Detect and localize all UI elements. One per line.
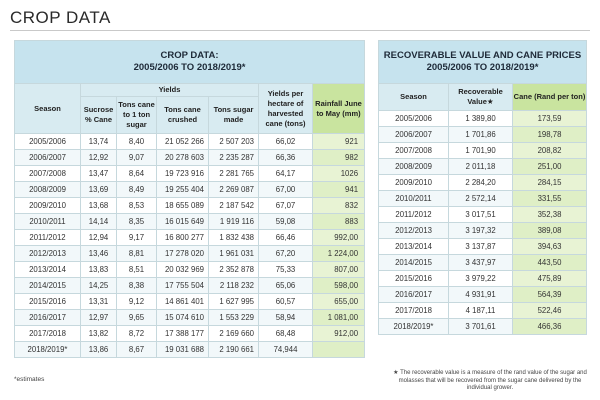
rainfall-cell: 598,00 — [313, 278, 365, 294]
sugar-made-cell: 2 269 087 — [209, 182, 259, 198]
cane-crushed-cell: 14 861 401 — [157, 294, 209, 310]
sugar-made-cell: 1 627 995 — [209, 294, 259, 310]
recoverable-value-cell: 1 389,80 — [449, 111, 513, 127]
cane-price-cell: 564,39 — [513, 287, 587, 303]
table-row — [15, 246, 365, 262]
rainfall-cell: 1 081,00 — [313, 310, 365, 326]
season-cell: 2012/2013 — [15, 246, 81, 262]
recoverable-value-cell: 3 701,61 — [449, 319, 513, 335]
recoverable-value-cell: 4 931,91 — [449, 287, 513, 303]
season-cell: 2016/2017 — [15, 310, 81, 326]
season-header: Season — [15, 84, 81, 134]
cane-crushed-cell: 16 015 649 — [157, 214, 209, 230]
season-cell: 2010/2011 — [379, 191, 449, 207]
cane-crushed-cell: 17 388 177 — [157, 326, 209, 342]
yield-per-hectare-cell: 64,17 — [259, 166, 313, 182]
sucrose-cell: 12,94 — [81, 230, 117, 246]
sugar-made-cell: 2 281 765 — [209, 166, 259, 182]
season-cell: 2013/2014 — [15, 262, 81, 278]
sugar-made-cell: 2 169 660 — [209, 326, 259, 342]
season-cell: 2007/2008 — [15, 166, 81, 182]
rainfall-cell: 921 — [313, 134, 365, 150]
yield-per-hectare-cell: 67,07 — [259, 198, 313, 214]
cane-sugar-ratio-cell: 9,65 — [117, 310, 157, 326]
table-row — [379, 159, 587, 175]
crop-table-body — [15, 134, 365, 358]
table-row — [379, 127, 587, 143]
tons-sugar-made-header: Tons sugar made — [209, 97, 259, 134]
cane-sugar-ratio-cell: 8,35 — [117, 214, 157, 230]
table-row — [15, 262, 365, 278]
recoverable-value-header: Recoverable Value★ — [449, 84, 513, 111]
cane-price-cell: 352,38 — [513, 207, 587, 223]
yield-per-hectare-cell: 60,57 — [259, 294, 313, 310]
table-row — [15, 214, 365, 230]
table-row — [15, 166, 365, 182]
season-cell: 2015/2016 — [379, 271, 449, 287]
season-cell: 2005/2006 — [379, 111, 449, 127]
season-cell: 2014/2015 — [15, 278, 81, 294]
rainfall-cell: 1026 — [313, 166, 365, 182]
cane-crushed-cell: 17 278 020 — [157, 246, 209, 262]
season-cell: 2005/2006 — [15, 134, 81, 150]
season-cell: 2016/2017 — [379, 287, 449, 303]
season-cell: 2014/2015 — [379, 255, 449, 271]
rainfall-cell: 832 — [313, 198, 365, 214]
cane-sugar-ratio-cell: 8,38 — [117, 278, 157, 294]
season-cell: 2012/2013 — [379, 223, 449, 239]
sucrose-cell: 12,97 — [81, 310, 117, 326]
value-table-title: RECOVERABLE VALUE AND CANE PRICES — [383, 50, 582, 61]
yields-per-hectare-header: Yields per hectare of harvested cane (tons) — [259, 84, 313, 134]
sucrose-cell: 13,68 — [81, 198, 117, 214]
recoverable-value-cell: 2 284,20 — [449, 175, 513, 191]
season-cell: 2017/2018 — [15, 326, 81, 342]
cane-crushed-cell: 21 052 266 — [157, 134, 209, 150]
sugar-made-cell: 1 961 031 — [209, 246, 259, 262]
cane-price-cell: 331,55 — [513, 191, 587, 207]
cane-sugar-ratio-cell: 8,51 — [117, 262, 157, 278]
sucrose-cell: 14,25 — [81, 278, 117, 294]
season-cell: 2011/2012 — [379, 207, 449, 223]
table-row — [15, 310, 365, 326]
recoverable-value-cell: 1 701,90 — [449, 143, 513, 159]
sugar-made-cell: 2 507 203 — [209, 134, 259, 150]
rainfall-cell: 992,00 — [313, 230, 365, 246]
table-row — [15, 230, 365, 246]
table-row — [379, 111, 587, 127]
sugar-made-cell: 2 190 661 — [209, 342, 259, 358]
yield-per-hectare-cell: 67,00 — [259, 182, 313, 198]
table-row — [379, 287, 587, 303]
table-row — [379, 271, 587, 287]
season-cell: 2015/2016 — [15, 294, 81, 310]
sucrose-header: Sucrose % Cane — [81, 97, 117, 134]
sugar-made-cell: 2 235 287 — [209, 150, 259, 166]
crop-table-banner — [15, 41, 365, 84]
crop-table-title: CROP DATA: — [160, 50, 219, 61]
rainfall-cell — [313, 342, 365, 358]
cane-price-cell: 522,46 — [513, 303, 587, 319]
yield-per-hectare-cell: 58,94 — [259, 310, 313, 326]
cane-price-cell: 475,89 — [513, 271, 587, 287]
cane-price-cell: 251,00 — [513, 159, 587, 175]
recoverable-value-cell: 3 197,32 — [449, 223, 513, 239]
cane-crushed-cell: 19 255 404 — [157, 182, 209, 198]
table-row — [15, 150, 365, 166]
rainfall-cell: 912,00 — [313, 326, 365, 342]
rainfall-cell: 1 224,00 — [313, 246, 365, 262]
recoverable-value-cell: 2 011,18 — [449, 159, 513, 175]
yield-per-hectare-cell: 65,06 — [259, 278, 313, 294]
yield-per-hectare-cell: 66,36 — [259, 150, 313, 166]
rainfall-cell: 982 — [313, 150, 365, 166]
tons-cane-per-sugar-header: Tons cane to 1 ton sugar — [117, 97, 157, 134]
value-table-banner — [379, 41, 587, 84]
season-cell: 2017/2018 — [379, 303, 449, 319]
cane-sugar-ratio-cell: 9,17 — [117, 230, 157, 246]
value-table-period: 2005/2006 TO 2018/2019* — [426, 62, 539, 73]
table-row — [15, 326, 365, 342]
cane-crushed-cell: 15 074 610 — [157, 310, 209, 326]
table-row — [15, 342, 365, 358]
cane-sugar-ratio-cell: 8,67 — [117, 342, 157, 358]
recoverable-value-cell: 3 437,97 — [449, 255, 513, 271]
cane-sugar-ratio-cell: 8,40 — [117, 134, 157, 150]
cane-sugar-ratio-cell: 8,53 — [117, 198, 157, 214]
rainfall-cell: 807,00 — [313, 262, 365, 278]
sucrose-cell: 13,31 — [81, 294, 117, 310]
cane-price-cell: 198,78 — [513, 127, 587, 143]
sucrose-cell: 13,83 — [81, 262, 117, 278]
season-cell: 2008/2009 — [15, 182, 81, 198]
table-row — [379, 319, 587, 335]
sucrose-cell: 13,46 — [81, 246, 117, 262]
page-title: CROP DATA — [10, 8, 111, 27]
sucrose-cell: 13,74 — [81, 134, 117, 150]
cane-crushed-cell: 19 031 688 — [157, 342, 209, 358]
table-row — [379, 207, 587, 223]
sugar-made-cell: 1 832 438 — [209, 230, 259, 246]
cane-crushed-cell: 17 755 504 — [157, 278, 209, 294]
recoverable-value-cell: 4 187,11 — [449, 303, 513, 319]
rainfall-cell: 655,00 — [313, 294, 365, 310]
table-row — [379, 143, 587, 159]
rainfall-cell: 941 — [313, 182, 365, 198]
sugar-made-cell: 2 187 542 — [209, 198, 259, 214]
cane-crushed-cell: 18 655 089 — [157, 198, 209, 214]
table-row — [379, 223, 587, 239]
table-row — [379, 191, 587, 207]
cane-price-cell: 208,82 — [513, 143, 587, 159]
recoverable-value-footnote: ★ The recoverable value is a measure of the rand value of the sugar and molasses that will be recovered from the sugar cane delivered by the individual grower. — [393, 370, 587, 391]
season-cell: 2006/2007 — [379, 127, 449, 143]
recoverable-value-table — [378, 40, 587, 335]
yield-per-hectare-cell: 68,48 — [259, 326, 313, 342]
table-row — [379, 303, 587, 319]
recoverable-value-cell: 1 701,86 — [449, 127, 513, 143]
cane-price-cell: 173,59 — [513, 111, 587, 127]
recoverable-value-cell: 2 572,14 — [449, 191, 513, 207]
cane-price-header: Cane (Rand per ton) — [513, 84, 587, 111]
recoverable-value-cell: 3 137,87 — [449, 239, 513, 255]
crop-table-period: 2005/2006 TO 2018/2019* — [133, 62, 246, 73]
cane-price-cell: 443,50 — [513, 255, 587, 271]
cane-crushed-cell: 16 800 277 — [157, 230, 209, 246]
table-row — [15, 294, 365, 310]
recoverable-value-cell: 3 979,22 — [449, 271, 513, 287]
sugar-made-cell: 2 352 878 — [209, 262, 259, 278]
cane-price-cell: 389,08 — [513, 223, 587, 239]
sucrose-cell: 13,47 — [81, 166, 117, 182]
cane-sugar-ratio-cell: 8,64 — [117, 166, 157, 182]
sugar-made-cell: 1 553 229 — [209, 310, 259, 326]
cane-crushed-cell: 20 032 969 — [157, 262, 209, 278]
cane-sugar-ratio-cell: 9,12 — [117, 294, 157, 310]
season-cell: 2013/2014 — [379, 239, 449, 255]
sucrose-cell: 13,82 — [81, 326, 117, 342]
value-table-body — [379, 111, 587, 335]
season-cell: 2007/2008 — [379, 143, 449, 159]
table-row — [15, 278, 365, 294]
rainfall-cell: 883 — [313, 214, 365, 230]
sucrose-cell: 13,69 — [81, 182, 117, 198]
recoverable-value-cell: 3 017,51 — [449, 207, 513, 223]
season-cell: 2010/2011 — [15, 214, 81, 230]
season-cell: 2018/2019* — [379, 319, 449, 335]
cane-price-cell: 466,36 — [513, 319, 587, 335]
yield-per-hectare-cell: 66,02 — [259, 134, 313, 150]
yield-per-hectare-cell: 74,944 — [259, 342, 313, 358]
yields-group-header: Yields — [81, 84, 259, 97]
table-row — [15, 182, 365, 198]
title-divider — [10, 30, 590, 31]
sucrose-cell: 12,92 — [81, 150, 117, 166]
season-cell: 2018/2019* — [15, 342, 81, 358]
yield-per-hectare-cell: 67,20 — [259, 246, 313, 262]
value-season-header: Season — [379, 84, 449, 111]
table-row — [15, 198, 365, 214]
table-row — [379, 255, 587, 271]
season-cell: 2006/2007 — [15, 150, 81, 166]
yield-per-hectare-cell: 75,33 — [259, 262, 313, 278]
cane-sugar-ratio-cell: 9,07 — [117, 150, 157, 166]
sucrose-cell: 13,86 — [81, 342, 117, 358]
cane-crushed-cell: 20 278 603 — [157, 150, 209, 166]
cane-price-cell: 394,63 — [513, 239, 587, 255]
cane-crushed-cell: 19 723 916 — [157, 166, 209, 182]
cane-sugar-ratio-cell: 8,72 — [117, 326, 157, 342]
cane-sugar-ratio-cell: 8,81 — [117, 246, 157, 262]
season-cell: 2011/2012 — [15, 230, 81, 246]
table-row — [379, 175, 587, 191]
table-row — [379, 239, 587, 255]
season-cell: 2009/2010 — [379, 175, 449, 191]
season-cell: 2008/2009 — [379, 159, 449, 175]
yield-per-hectare-cell: 66,46 — [259, 230, 313, 246]
sugar-made-cell: 2 118 232 — [209, 278, 259, 294]
estimates-footnote: *estimates — [14, 376, 45, 383]
sugar-made-cell: 1 919 116 — [209, 214, 259, 230]
tons-cane-crushed-header: Tons cane crushed — [157, 97, 209, 134]
cane-price-cell: 284,15 — [513, 175, 587, 191]
table-row — [15, 134, 365, 150]
season-cell: 2009/2010 — [15, 198, 81, 214]
sucrose-cell: 14,14 — [81, 214, 117, 230]
rainfall-header: Rainfall June to May (mm) — [313, 84, 365, 134]
yield-per-hectare-cell: 59,08 — [259, 214, 313, 230]
cane-sugar-ratio-cell: 8,49 — [117, 182, 157, 198]
crop-data-table — [14, 40, 365, 358]
